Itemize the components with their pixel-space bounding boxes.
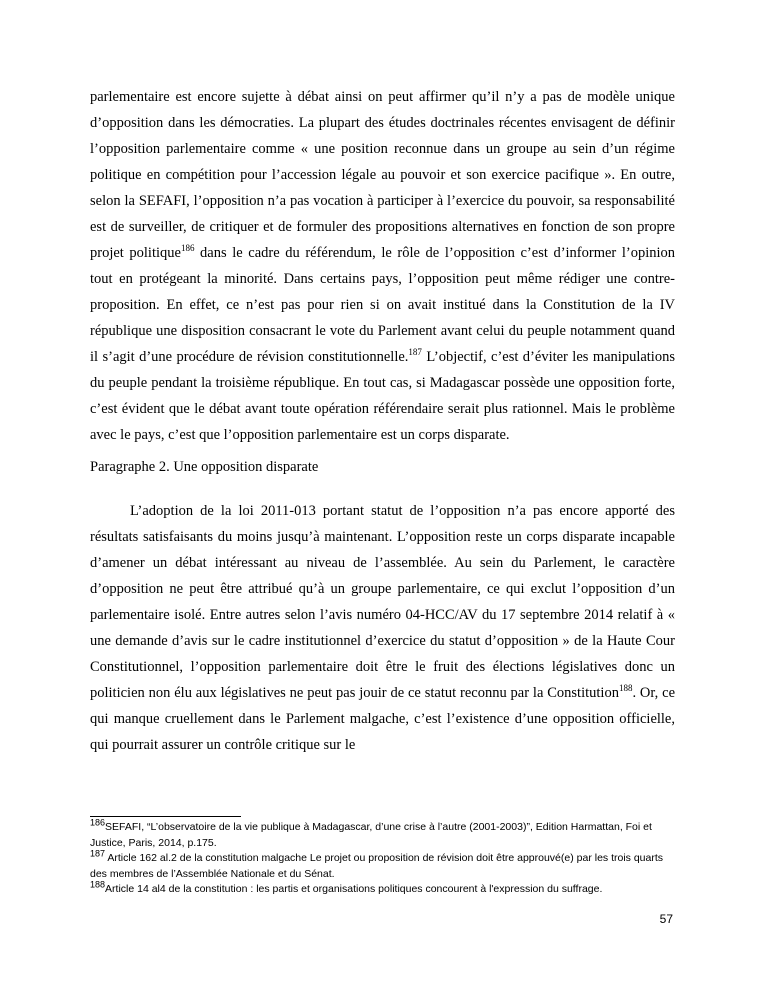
paragraph-1-text-a: parlementaire est encore sujette à débat ainsi on peut affirmer qu’il n’y a pas de modèle unique d’opposition dans les démocraties. La plupart des études doctrinales récentes envisagent de définir l’opposition parlementaire comme « une position reconnue dans un groupe au sein d’un régime politique en compétition pour l’accession légale au pouvoir et son exercice pacifique ». En outre, selon la SEFAFI, l’opposition n’a pas vocation à participer à l’exercice du pouvoir, sa responsabilité est de surveiller, de critiquer et de formuler des propositions alternatives en fonction de son propre projet politique	[90, 89, 675, 261]
footnote-number: 186	[90, 817, 106, 828]
footnote-separator	[90, 816, 241, 817]
footnote-ref-188: 188	[618, 683, 633, 694]
footnote-number: 187	[90, 848, 106, 859]
footnote	[90, 817, 675, 851]
document-body	[90, 84, 675, 758]
footnote-text: Article 162 al.2 de la constitution malgache Le projet ou proposition de révision doit être approuvé(e) par les trois quarts des membres de l’Assemblée Nationale et du Sénat.	[90, 852, 664, 880]
paragraph-2	[90, 498, 675, 758]
section-heading: Paragraphe 2. Une opposition disparate	[90, 459, 319, 475]
footnote	[90, 848, 675, 882]
paragraph-2-text-a: L’adoption de la loi 2011-013 portant statut de l’opposition n’a pas encore apporté des résultats satisfaisants du moins jusqu’à maintenant. L’opposition reste un corps disparate incapable d’amener un débat intéressant au niveau de l’assemblée. Au sein du Parlement, le caractère d’opposition ne peut être attribué qu’à un groupe parlementaire, ce qui exclut l’opposition d’un parlementaire isolé. Entre autres selon l’avis numéro 04-HCC/AV du 17 septembre 2014 relatif à « une demande d’avis sur le cadre institutionnel d’exercice du statut d’opposition » de la Haute Cour Constitutionnel, l’opposition parlementaire doit être le fruit des élections législatives donc un politicien non élu aux législatives ne peut pas jouir de ce statut reconnu par la Constitution	[90, 503, 675, 701]
footnote-text: Article 14 al4 de la constitution : les partis et organisations politiques concourent à l'expression du suffrage.	[105, 883, 603, 895]
page-number: 57	[659, 912, 673, 926]
footnote-ref-186: 186	[180, 243, 195, 254]
paragraph-1	[90, 84, 675, 448]
footnote	[90, 879, 675, 898]
paragraph-1-text-b: dans le cadre du référendum, le rôle de l’opposition c’est d’informer l’opinion tout en protégeant la minorité. Dans certains pays, l’opposition peut même rédiger une contre-proposition. En effet, ce n’est pas pour rien si on avait institué dans la Constitution de la IV république une disposition consacrant le vote du Parlement avant celui du peuple notamment quand il s’agit d’une procédure de révision constitutionnelle.	[90, 245, 676, 365]
footnote-text: SEFAFI, “L’observatoire de la vie publique à Madagascar, d’une crise à l’autre (2001-2003)”, Edition Harmattan, Foi et Justice, Paris, 2014, p.175.	[90, 821, 652, 849]
footnotes	[90, 817, 675, 898]
footnote-number: 188	[90, 879, 106, 890]
footnote-ref-187: 187	[408, 347, 422, 358]
paragraph-2-text-b: . Or, ce qui manque cruellement dans le Parlement malgache, c’est l’existence d’une opposition officielle, qui pourrait assurer un contrôle critique sur le	[90, 685, 676, 753]
paragraph-1-text-c: L’objectif, c’est d’éviter les manipulations du peuple pendant la troisième république. En tout cas, si Madagascar possède une opposition forte, c’est évident que le débat avant toute opération référendaire serait plus rationnel. Mais le problème avec le pays, c’est que l’opposition parlementaire est un corps disparate.	[90, 349, 675, 443]
